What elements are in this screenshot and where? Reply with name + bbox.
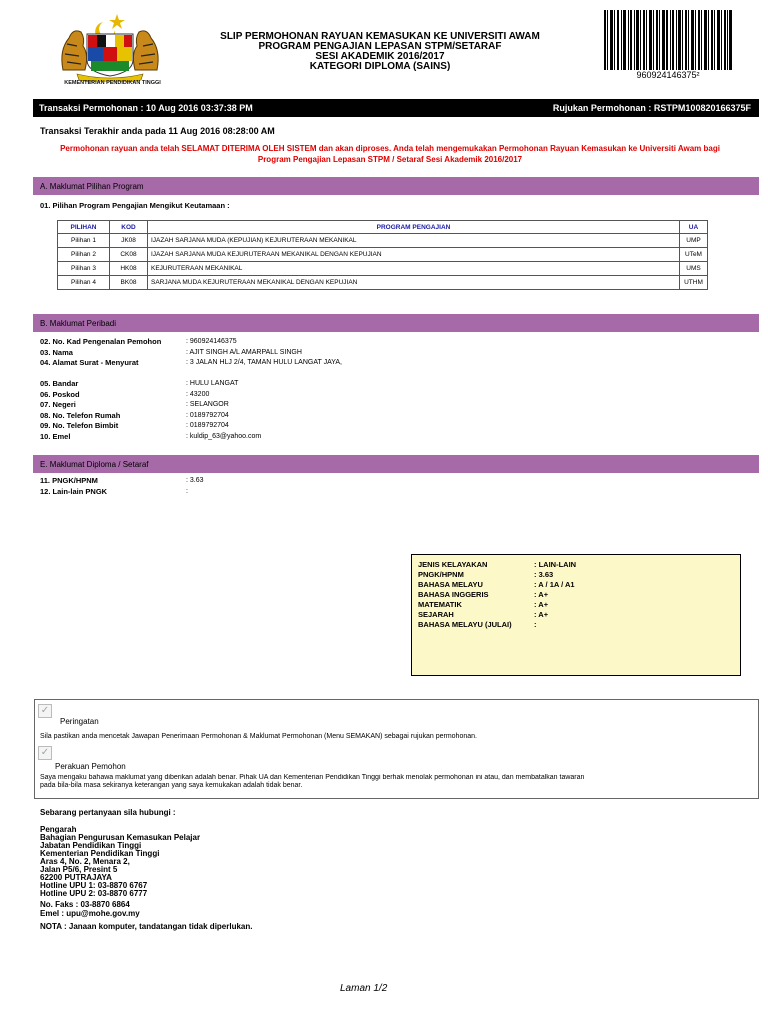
checkbox-icon: ✓ bbox=[38, 746, 52, 760]
coat-of-arms-logo bbox=[55, 10, 165, 82]
computer-generated-note: NOTA : Janaan komputer, tandatangan tidak diperlukan. bbox=[40, 922, 253, 931]
field-value: : AJIT SINGH A/L AMARPALL SINGH bbox=[186, 348, 302, 356]
field-value: : 0189792704 bbox=[186, 411, 229, 419]
table-cell: KEJURUTERAAN MEKANIKAL bbox=[148, 262, 680, 276]
personal-info bbox=[40, 337, 540, 447]
table-cell: UTeM bbox=[680, 248, 708, 262]
column-header: KOD bbox=[110, 221, 148, 234]
field-value: : bbox=[186, 487, 188, 495]
fax-number: No. Faks : 03-8870 6864 bbox=[40, 900, 130, 909]
table-cell: UMP bbox=[680, 234, 708, 248]
hotline-1: Hotline UPU 1: 03-8870 6767 bbox=[40, 881, 148, 890]
document-title: SLIP PERMOHONAN RAYUAN KEMASUKAN KE UNIVERSITI AWAM PROGRAM PENGAJIAN LEPASAN STPM/SETARAF SESI AKADEMIK 2016/2017 KATEGORI DIPLOMA (SAINS) bbox=[220, 31, 540, 72]
table-cell: Pilihan 2 bbox=[58, 248, 110, 262]
table-cell: BK08 bbox=[110, 276, 148, 290]
table-cell: UMS bbox=[680, 262, 708, 276]
field-value: : 960924146375 bbox=[186, 338, 237, 345]
section-b-header: B. Maklumat Peribadi bbox=[33, 314, 759, 332]
field-value: : 0189792704 bbox=[186, 422, 229, 429]
table-cell: Pilihan 4 bbox=[58, 276, 110, 290]
contact-heading: Sebarang pertanyaan sila hubungi : bbox=[40, 808, 176, 817]
checkbox-icon: ✓ bbox=[38, 704, 52, 718]
email-contact: Emel : upu@mohe.gov.my bbox=[40, 909, 140, 918]
field-value: : 3 JALAN HLJ 2/4, TAMAN HULU LANGAT JAYA, bbox=[186, 359, 342, 366]
field-label: 04. Alamat Surat - Menyurat bbox=[40, 358, 139, 367]
field-value: : kuldip_63@yahoo.com bbox=[186, 432, 262, 440]
table-row bbox=[58, 248, 708, 262]
declaration-title: Perakuan Pemohon bbox=[55, 762, 126, 771]
transaction-date: Transaksi Permohonan : 10 Aug 2016 03:37:38 PM bbox=[39, 103, 253, 113]
section-e-header: E. Maklumat Diploma / Setaraf bbox=[33, 455, 759, 473]
table-cell: IJAZAH SARJANA MUDA (KEPUJIAN) KEJURUTERAAN MEKANIKAL bbox=[148, 234, 680, 248]
diploma-info bbox=[40, 476, 540, 498]
field-label: 02. No. Kad Pengenalan Pemohon bbox=[40, 337, 162, 346]
section-a-header: A. Maklumat Pilihan Program bbox=[33, 177, 759, 195]
field-value: : 3.63 bbox=[186, 477, 204, 484]
field-label: 08. No. Telefon Rumah bbox=[40, 410, 121, 420]
hotline-2: Hotline UPU 2: 03-8870 6777 bbox=[40, 889, 148, 898]
table-row bbox=[58, 262, 708, 276]
field-label: 10. Emel bbox=[40, 431, 71, 441]
page-number: Laman 1/2 bbox=[340, 983, 388, 994]
table-row bbox=[58, 234, 708, 248]
field-label: 03. Nama bbox=[40, 347, 73, 357]
warning-title: Peringatan bbox=[60, 717, 99, 726]
table-cell: Pilihan 3 bbox=[58, 262, 110, 276]
table-cell: HK08 bbox=[110, 262, 148, 276]
table-cell: CK08 bbox=[110, 248, 148, 262]
transaction-bar bbox=[33, 99, 759, 117]
warning-text: Sila pastikan anda mencetak Jawapan Penerimaan Permohonan & Maklumat Permohonan (Menu SEMAKAN) sebagai rujukan permohonan. bbox=[40, 733, 477, 740]
table-cell: Pilihan 1 bbox=[58, 234, 110, 248]
section-a-subtitle: 01. Pilihan Program Pengajian Mengikut Keutamaan : bbox=[40, 201, 230, 210]
table-cell: UTHM bbox=[680, 276, 708, 290]
qualification-box: JENIS KELAYAKAN : LAIN-LAIN PNGK/HPNM : 3.63 BAHASA MELAYU : A / 1A / A1 BAHASA INGGERIS : A+ MATEMATIK : A+ SEJARAH : A+ BAHASA MELAYU (JULAI) : bbox=[411, 554, 741, 676]
column-header: PROGRAM PENGAJIAN bbox=[148, 221, 680, 234]
barcode bbox=[604, 10, 732, 70]
column-header: UA bbox=[680, 221, 708, 234]
ministry-label: KEMENTERIAN PENDIDIKAN TINGGI bbox=[64, 80, 161, 86]
last-transaction: Transaksi Terakhir anda pada 11 Aug 2016 08:28:00 AM bbox=[40, 126, 275, 136]
table-row bbox=[58, 276, 708, 290]
table-header-row bbox=[58, 221, 708, 234]
field-label: 11. PNGK/HPNM bbox=[40, 476, 98, 485]
barcode-number: 960924146375² bbox=[636, 70, 700, 80]
field-label: 05. Bandar bbox=[40, 379, 79, 388]
field-label: 09. No. Telefon Bimbit bbox=[40, 421, 119, 430]
declaration-line1: Saya mengaku bahawa maklumat yang diberikan adalah benar. Pihak UA dan Kementerian Pendidikan Tinggi berhak menolak permohonan ini atau, dan membatalkan tawaran bbox=[40, 774, 585, 781]
table-cell: SARJANA MUDA KEJURUTERAAN MEKANIKAL DENGAN KEPUJIAN bbox=[148, 276, 680, 290]
field-label: 06. Poskod bbox=[40, 389, 80, 399]
field-value: : 43200 bbox=[186, 390, 210, 398]
table-cell: IJAZAH SARJANA MUDA KEJURUTERAAN MEKANIKAL DENGAN KEPUJIAN bbox=[148, 248, 680, 262]
declaration-line2: pada bila-bila masa sekiranya keterangan yang saya kemukakan adalah tidak benar. bbox=[40, 782, 303, 789]
program-choice-table bbox=[57, 220, 708, 290]
field-value: : HULU LANGAT bbox=[186, 380, 239, 387]
field-label: 07. Negeri bbox=[40, 400, 76, 409]
contact-address: Pengarah Bahagian Pengurusan Kemasukan Pelajar Jabatan Pendidikan Tinggi Kementerian Pendidikan Tinggi Aras 4, No. 2, Menara 2, Jalan P5/6, Presint 5 62200 PUTRAJAYA bbox=[40, 825, 201, 882]
application-reference: Rujukan Permohonan : RSTPM100820166375F bbox=[552, 103, 751, 113]
field-label: 12. Lain-lain PNGK bbox=[40, 486, 108, 496]
column-header: PILIHAN bbox=[58, 221, 110, 234]
acceptance-notice: Permohonan rayuan anda telah SELAMAT DITERIMA OLEH SISTEM dan akan diproses. Anda telah mengemukakan Permohonan Rayuan Kemasukan ke Universiti Awam bagi Program Pengajian Lepasan STPM / Setaraf Sesi Akademik 2016/2017 bbox=[60, 144, 720, 164]
field-value: : SELANGOR bbox=[186, 401, 229, 408]
table-cell: JK08 bbox=[110, 234, 148, 248]
